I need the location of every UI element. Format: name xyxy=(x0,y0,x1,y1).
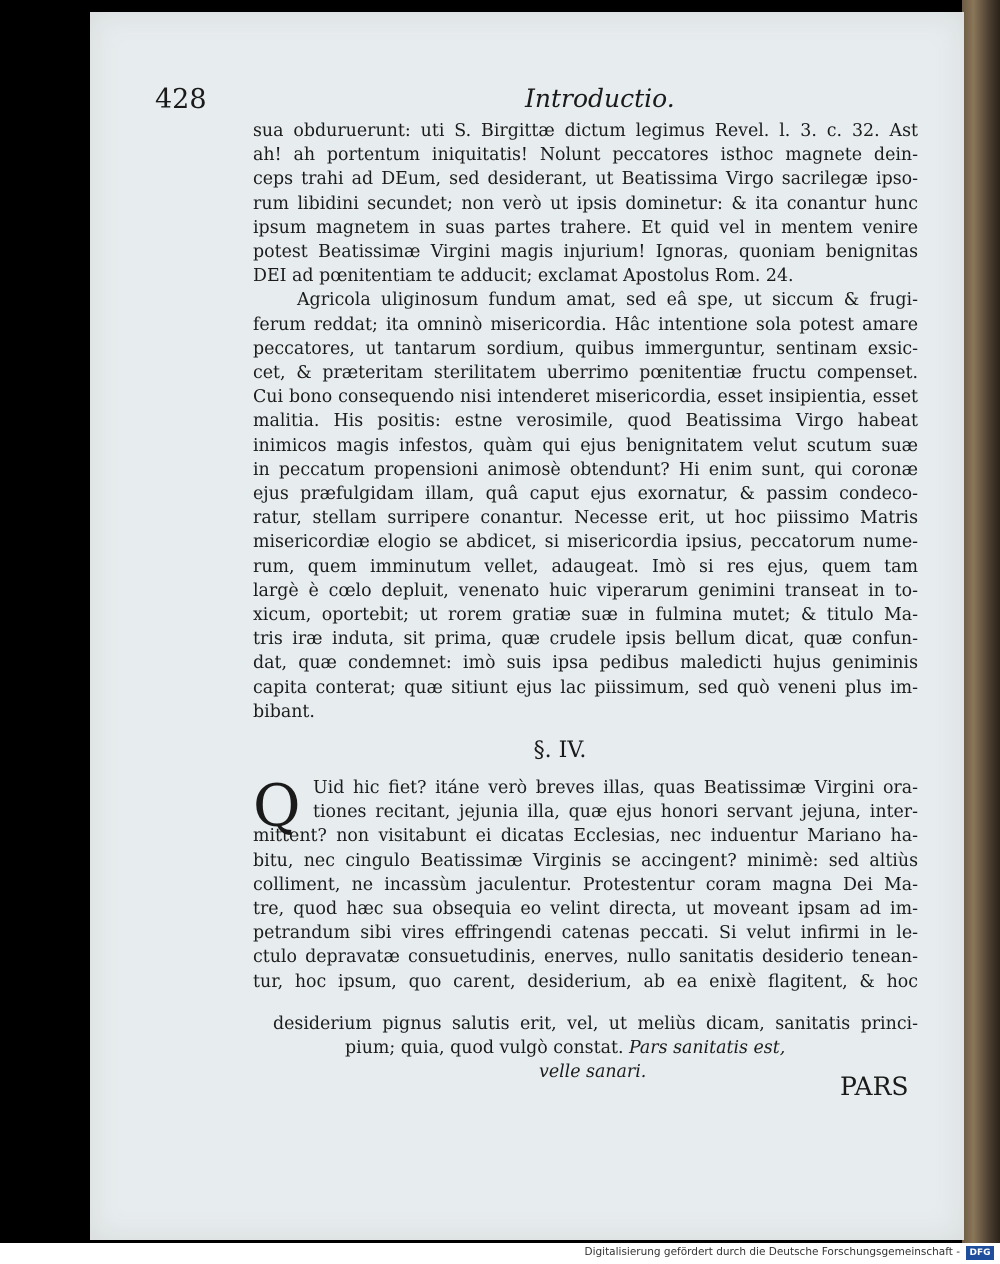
text-italic: Pars sanitatis est, xyxy=(629,1038,786,1059)
text-line: ceps trahi ad DEum, sed desiderant, ut Beatissima Virgo sacrilegæ ipso- xyxy=(253,169,918,190)
text-line: peccatores, ut tantarum sordium, quibus immerguntur, sentinam exsic- xyxy=(253,338,918,359)
footer-credit: Digitalisierung gefördert durch die Deutsche Forschungsgemeinschaft - xyxy=(584,1246,960,1258)
text-line xyxy=(253,1036,918,1060)
drop-cap: Q xyxy=(253,772,301,840)
main-text xyxy=(253,119,918,724)
text-line: rum libidini secundet; non verò ut ipsis dominetur: & ita conantur hunc xyxy=(253,193,918,214)
text-line: desiderium pignus salutis erit, vel, ut meliùs dicam, sanitatis princi- xyxy=(273,1014,918,1034)
footer-bar xyxy=(0,1243,1000,1264)
text-line: sua obduruerunt: uti S. Birgittæ dictum legimus Revel. l. 3. c. 32. Ast xyxy=(253,121,918,141)
text-line: petrandum sibi vires effringendi catenas peccati. Si velut infirmi in le- xyxy=(253,923,918,944)
book-page-edge xyxy=(962,0,1000,1243)
section-heading xyxy=(0,738,1000,763)
text-line: ratur, stellam surripere conantur. Necesse erit, ut hoc piissimo Matris xyxy=(253,508,918,529)
text-line: ejus præfulgidam illam, quâ caput ejus exornatur, & passim condeco- xyxy=(253,484,918,505)
text-line: inimicos magis infestos, quàm qui ejus benignitatem velut scutum suæ xyxy=(253,435,918,456)
page-header xyxy=(155,84,855,124)
text-line: mittent? non visitabunt ei dicatas Ecclesias, nec induentur Mariano ha- xyxy=(253,826,918,847)
text-line: velle sanari. xyxy=(539,1062,647,1083)
text-line: in peccatum propensioni animosè obtendunt? Hi enim sunt, qui coronæ xyxy=(253,459,918,480)
text-line: largè è cœlo depluit, venenato huic viperarum genimini transeat in to- xyxy=(253,580,918,601)
text-line: tre, quod hæc sua obsequia eo velint directa, ut moveant ipsam ad im- xyxy=(253,899,918,920)
text-line: bibant. xyxy=(253,701,315,722)
catchword: PARS xyxy=(840,1072,909,1101)
text-roman: pium; quia, quod vulgò constat. xyxy=(345,1038,624,1059)
text-line: potest Beatissimæ Virgini magis injurium! Ignoras, quoniam benignitas xyxy=(253,242,918,263)
text-line: cet, & præteritam sterilitatem uberrimo pœnitentiæ fructu compenset. xyxy=(253,363,918,384)
text-line: Cui bono consequendo nisi intenderet misericordia, esset insipientia, esset xyxy=(253,387,918,408)
text-line: rum, quem imminutum vellet, adaugeat. Imò si res ejus, quem tam xyxy=(253,556,918,577)
text-line: ferum reddat; ita omninò misericordia. Hâc intentione sola potest amare xyxy=(253,314,918,335)
page-number: 428 xyxy=(155,84,207,115)
closing-lines xyxy=(253,1012,918,1085)
text-line: Agricola uliginosum fundum amat, sed eâ spe, ut siccum & frugi- xyxy=(297,290,918,311)
text-line: tris iræ induta, sit prima, quæ crudele ipsis bellum dicat, quæ confun- xyxy=(253,629,918,650)
text-line: ipsum magnetem in suas partes trahere. Et quid vel in mentem venire xyxy=(253,217,918,238)
text-line: Uid hic fiet? itáne verò breves illas, quas Beatissimæ Virgini ora- xyxy=(313,778,918,798)
dfg-logo-icon: DFG xyxy=(966,1246,994,1260)
text-line: capita conterat; quæ sitiunt ejus lac piissimum, sed quò veneni plus im- xyxy=(253,677,918,698)
section-heading-text: §. IV. xyxy=(533,738,587,763)
text-line: malitia. His positis: estne verosimile, quod Beatissima Virgo habeat xyxy=(253,411,918,432)
text-line: colliment, ne incassùm jaculentur. Protestentur coram magna Dei Ma- xyxy=(253,874,918,895)
text-line: tur, hoc ipsum, quo carent, desiderium, ab ea enixè flagitent, & hoc xyxy=(253,971,918,992)
text-line: misericordiæ elogio se abdicet, si misericordia ipsius, peccatorum nume- xyxy=(253,532,918,553)
paragraph-1 xyxy=(253,119,918,288)
text-line: xicum, oportebit; ut rorem gratiæ suæ in fulmina mutet; & titulo Ma- xyxy=(253,605,918,626)
text-line: DEI ad pœnitentiam te adducit; exclamat Apostolus Rom. 24. xyxy=(253,266,794,287)
running-title: Introductio. xyxy=(525,84,675,113)
paragraph-3 xyxy=(253,772,918,994)
text-line: bitu, nec cingulo Beatissimæ Virginis se accingent? minimè: sed altiùs xyxy=(253,850,918,871)
text-line: dat, quæ condemnet: imò suis ipsa pedibus maledicti hujus geniminis xyxy=(253,653,918,674)
paragraph-2 xyxy=(253,288,918,724)
text-line: ctulo depravatæ consuetudinis, enerves, nullo sanitatis desiderio tenean- xyxy=(253,947,918,968)
text-line: ah! ah portentum iniquitatis! Nolunt peccatores isthoc magnete dein- xyxy=(253,145,918,166)
text-line: tiones recitant, jejunia illa, quæ ejus honori servant jejuna, inter- xyxy=(313,802,918,823)
